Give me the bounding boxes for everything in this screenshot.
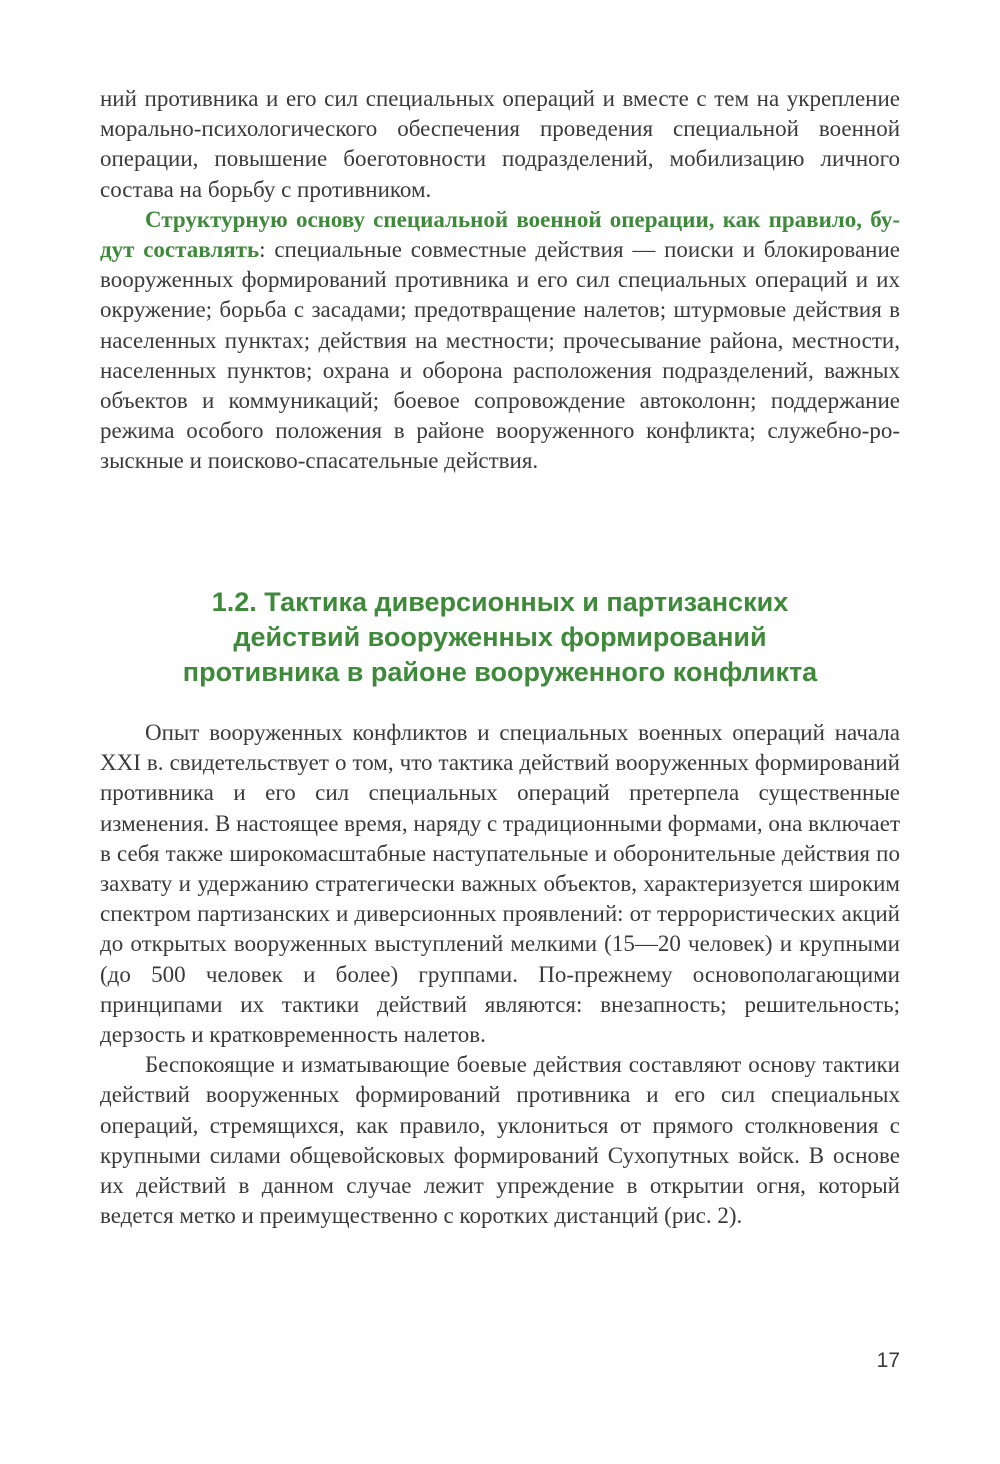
highlighted-term: Структурную основу специальной военной операции, как правило, будут составлять	[100, 206, 900, 263]
top-text-block	[100, 84, 900, 477]
paragraph-experience: Опыт вооруженных конфликтов и специальных военных операций начала XXI в. свидетельствует о том, что тактика действий вооруженных формирований противника и его сил специальных операций претерпела существенные изменения. В настоящее время, наряду с традиционными формами, она включает в себя также широкомасштабные наступательные и оборонительные действия по захвату и удержанию стратегически важных объектов, характеризуется широким спектром партизанских и диверсионных проявлений: от террористических акций до открытых вооруженных выступлений мелкими (15—20 человек) и крупными (до 500 человек и более) группами. По-прежнему основополагающими принципами их тактики действий являются: внезапность; решительность; дерзость и кратковременность налетов.	[100, 720, 900, 1048]
paragraph-structural-basis	[100, 205, 900, 477]
section-heading-line-3: противника в районе вооруженного конфликта	[182, 657, 818, 687]
section-body	[100, 718, 900, 1231]
page-number: 17	[876, 1349, 900, 1372]
section-heading-line-2: действий вооруженных формирований	[233, 622, 767, 652]
section-heading	[100, 585, 900, 690]
section-heading-line-1: 1.2. Тактика диверсионных и партизанских	[211, 587, 789, 617]
paragraph-structural-basis-text: : специальные совместные действия — поиски и блокирование вооруженных формирований противника и его сил специальных операций и их окружение; борьба с засадами; предотвращение налетов; штурмовые действия в населенных пунктах; действия на местности; прочесывание района, местности, населенных пунктов; охрана и оборона расположения подразделений, важных объектов и коммуникаций; боевое сопровождение автоколонн; поддержание режима особого положения в районе вооруженного конфликта; служебно-розыскные и поисково-спасательные действия.	[100, 237, 900, 474]
paragraph-continuation: ний противника и его сил специальных операций и вместе с тем на укрепление морально-психологического обеспечения проведения специальной военной операции, повышение боеготовности подразделений, мобилизацию личного состава на борьбу с противником.	[100, 86, 900, 202]
paragraph-harassing-actions: Беспокоящие и изматывающие боевые действия составляют основу тактики действий вооруженных формирований противника и его сил специальных операций, стремящихся, как правило, уклониться от прямого столкновения с крупными силами общевойсковых формирований Сухопутных войск. В основе их действий в данном случае лежит упреждение в открытии огня, который ведется метко и преимущественно с коротких дистанций (рис. 2).	[100, 1052, 900, 1229]
